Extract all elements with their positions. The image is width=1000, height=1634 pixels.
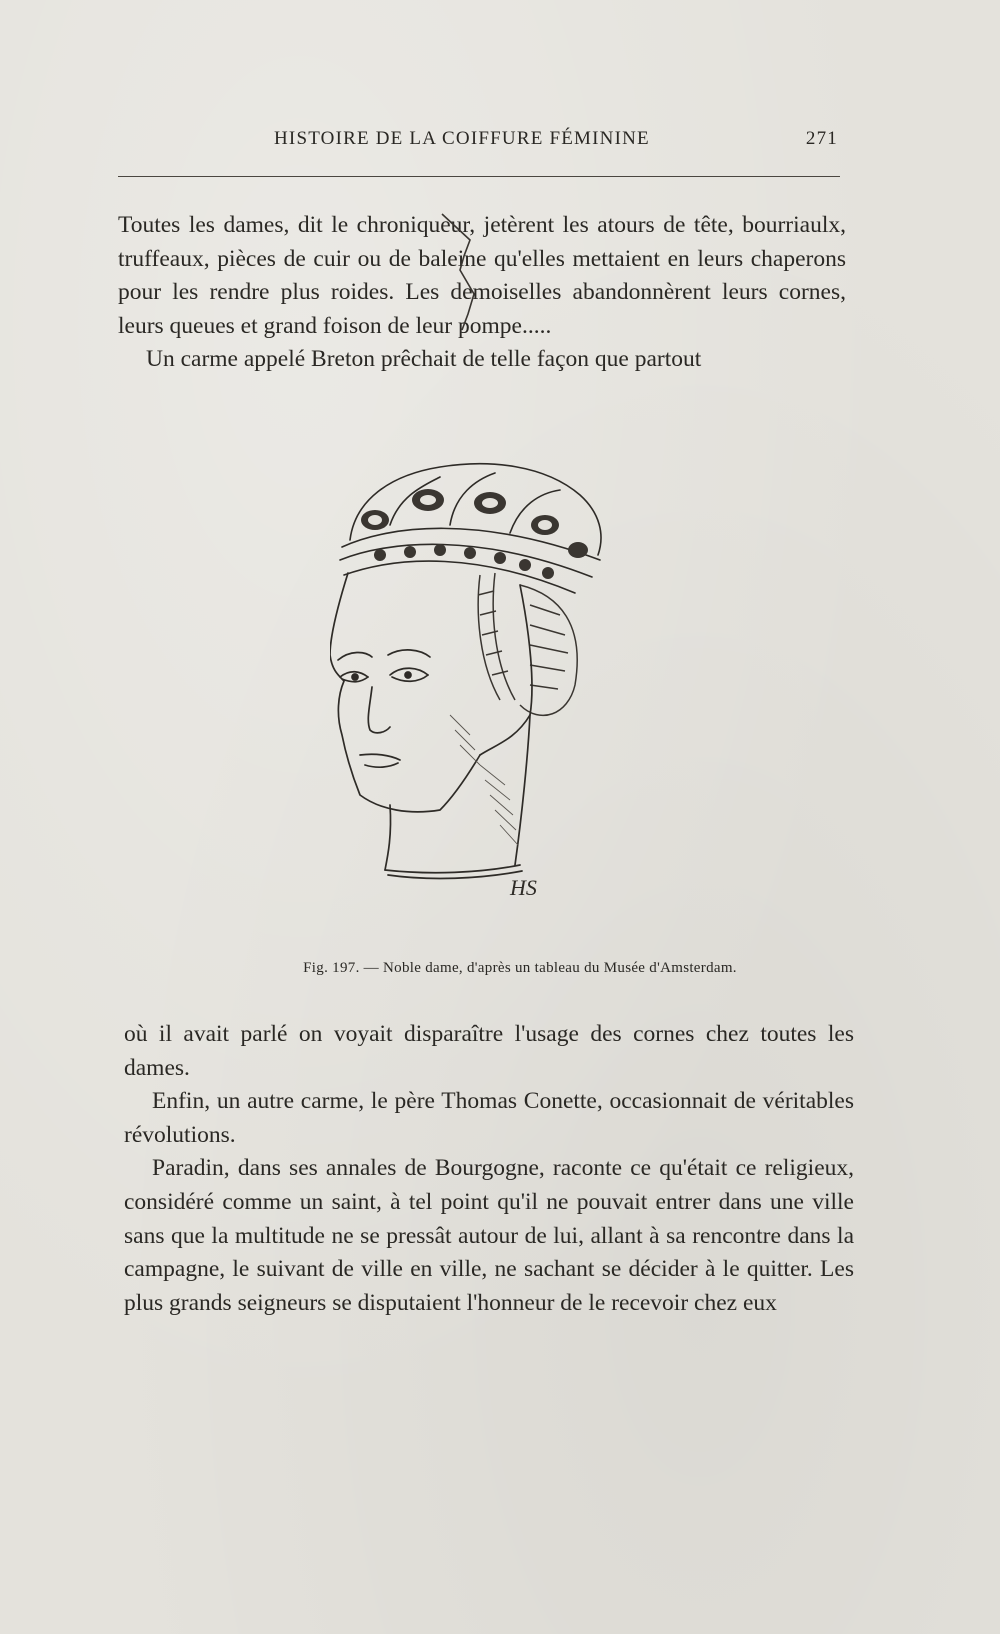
paragraph: Paradin, dans ses annales de Bourgogne, raconte ce qu'était ce religieux, considéré comme un saint, à tel point qu'il ne pouvait entrer dans une ville sans que la multitude ne se pressât autour de lui, allant à sa rencontre dans la campagne, le suivant de ville en ville, ne sachant se décider à le quitter. Les plus grands seigneurs se disputaient l'honneur de le recevoir chez eux (124, 1155, 854, 1316)
running-head (118, 128, 838, 156)
text-block-bottom (124, 1018, 854, 1320)
paragraph: Toutes les dames, dit le chroniqueur, jetèrent les atours de tête, bourriaulx, truffeaux, pièces de cuir ou de baleine qu'elles mettaient en leurs chaperons pour les rendre plus roides. Les demoiselles abandonnèrent leurs cornes, leurs queues et grand foison de leur pompe..... (118, 212, 846, 339)
page-number: 271 (805, 128, 838, 149)
monogram: HS (510, 875, 537, 900)
header-rule (118, 176, 840, 177)
portrait-illustration (330, 455, 635, 925)
paragraph: Un carme appelé Breton prêchait de telle façon que partout (146, 346, 702, 373)
running-title: HISTOIRE DE LA COIFFURE FÉMININE (274, 128, 650, 149)
paragraph: où il avait parlé on voyait disparaître l'usage des cornes chez toutes les dames. (124, 1021, 854, 1081)
figure-caption (0, 960, 1000, 977)
pen-stroke-mark (440, 212, 510, 332)
caption-text: Fig. 197. — Noble dame, d'après un tableau du Musée d'Amsterdam. (303, 960, 737, 976)
paragraph: Enfin, un autre carme, le père Thomas Conette, occasionnait de véritables révolutions. (124, 1088, 854, 1148)
